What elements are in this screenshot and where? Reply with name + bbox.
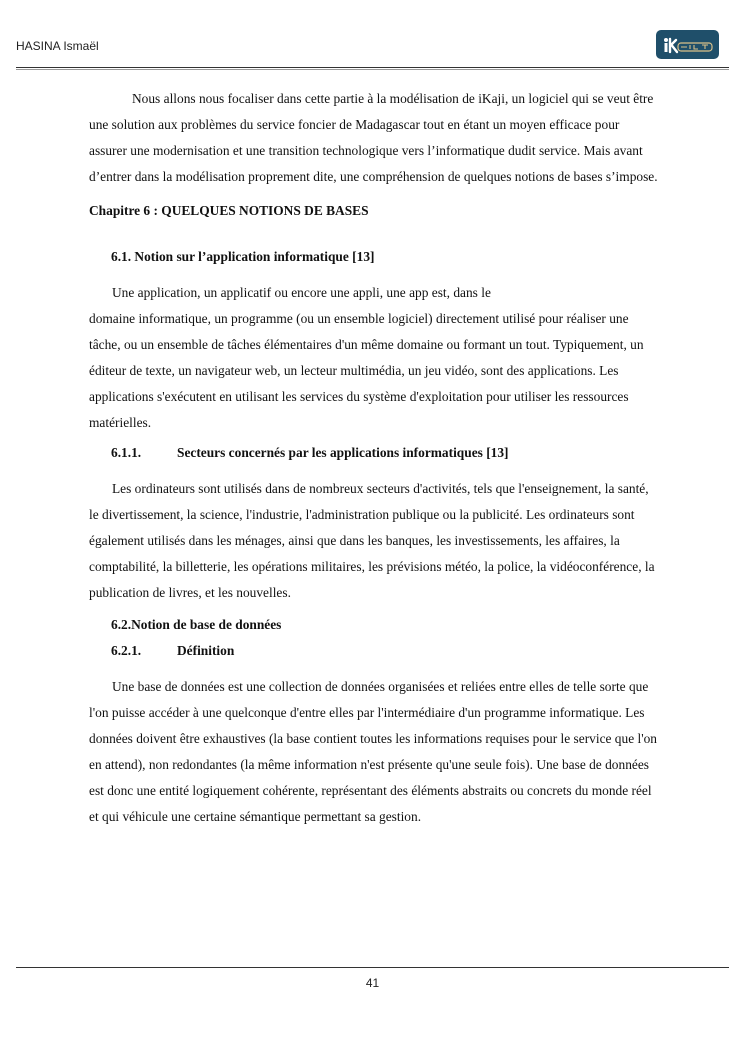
- section-6-2-title: 6.2.Notion de base de données: [111, 617, 282, 632]
- section-6-1-1-heading: [89, 440, 659, 466]
- section-6-1-paragraph: domaine informatique, un programme (ou un ensemble logiciel) directement utilisé pour réaliser une tâche, ou un ensemble de tâches élémentaires d'un même domaine ou formant un tout. Typiquement, un éditeur de texte, un navigateur web, un lecteur multimédia, un jeu vidéo, sont des applications. Les applications s'exécutent en utilisant les services du système d'exploitation pour utiliser les ressources matérielles.: [89, 311, 644, 430]
- page-number: 41: [365, 976, 380, 990]
- section-6-2-1-paragraph: Une base de données est une collection de données organisées et reliées entre elles de telle sorte que l'on puisse accéder à une quelconque d'entre elles par l'intermédiaire d'un programme informatique. Les données doivent être exhaustives (la base contient toutes les informations requises pour le service que l'on en attend), non redondantes (la même information n'est présente qu'une seule fois). Une base de données est donc une entité logiquement cohérente, représentant des éléments abstraits ou concrets du monde réel et qui véhicule une certaine sémantique permettant sa gestion.: [89, 679, 658, 824]
- section-6-1-1-number: 6.1.1.: [111, 445, 142, 460]
- section-6-1-paragraph-lead: Une application, un applicatif ou encore une appli, une app est, dans le: [112, 285, 491, 300]
- section-6-2-1-number: 6.2.1.: [111, 643, 142, 658]
- section-6-2-1-title: Définition: [177, 643, 235, 658]
- document-body: [89, 86, 659, 830]
- section-6-1-1-paragraph: Les ordinateurs sont utilisés dans de nombreux secteurs d'activités, tels que l'enseignement, la santé, le divertissement, la science, l'industrie, l'administration publique ou la publicité. Les ordinateurs sont également utilisés dans les ménages, ainsi que dans les banques, les investissements, les affaires, la comptabilité, la billetterie, les opérations militaires, les prévisions météo, la police, la vidéoconférence, la publication de livres, et les nouvelles.: [89, 481, 655, 600]
- footer-rule: [16, 967, 729, 968]
- header-rule: [16, 67, 729, 70]
- section-6-1-1-title: Secteurs concernés par les applications informatiques [13]: [177, 445, 509, 460]
- section-6-2-1-heading: [89, 638, 659, 664]
- chapter-title: Chapitre 6 : QUELQUES NOTIONS DE BASES: [89, 203, 369, 218]
- ikaji-logo-icon: [662, 36, 714, 54]
- ikaji-logo: [656, 30, 719, 59]
- intro-paragraph: Nous allons nous focaliser dans cette partie à la modélisation de iKaji, un logiciel qui se veut être une solution aux problèmes du service foncier de Madagascar tout en étant un moyen efficace pour assurer une modernisation et une transition technologique vers l’informatique dudit service. Mais avant d’entrer dans la modélisation proprement dite, une compréhension de quelques notions de bases s’impose.: [89, 91, 658, 184]
- header-author: HASINA Ismaël: [16, 39, 99, 53]
- section-6-1-title: 6.1. Notion sur l’application informatique [13]: [111, 249, 375, 264]
